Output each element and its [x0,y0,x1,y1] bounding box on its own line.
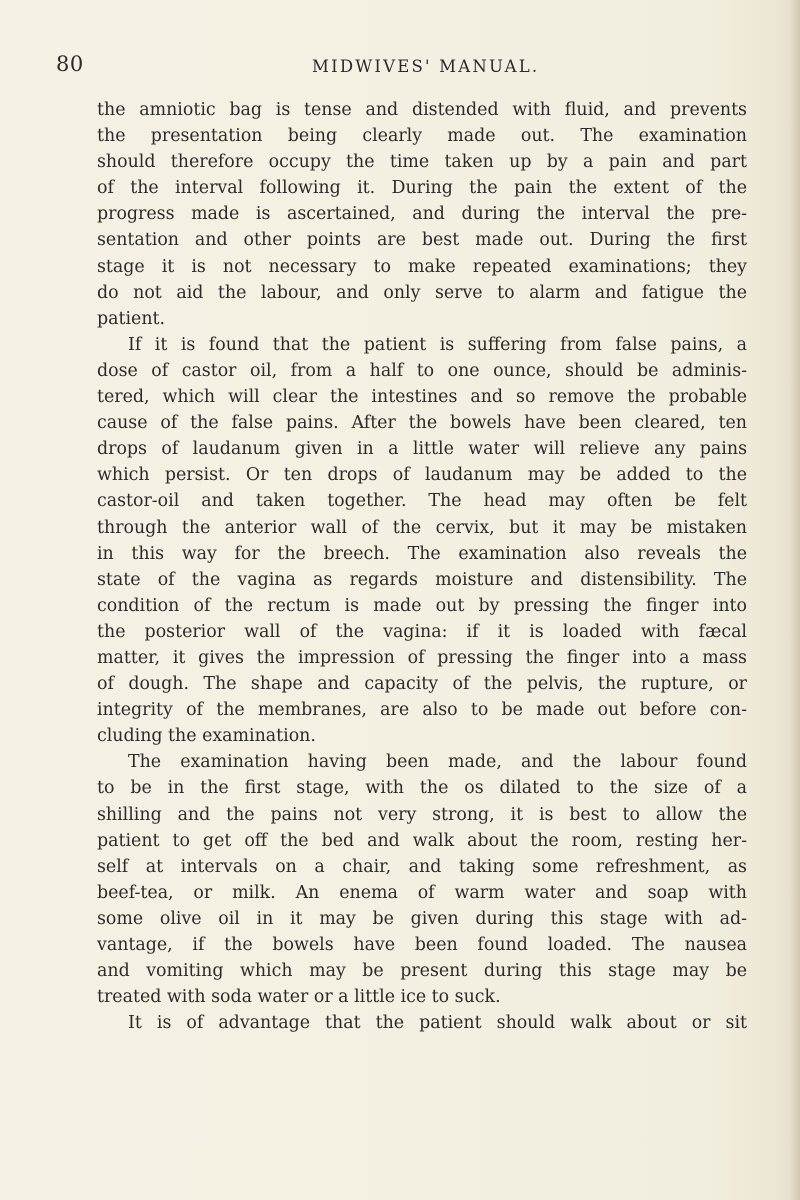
text-line: condition of the rectum is made out by pressing the finger into [97,595,747,616]
text-line: do not aid the labour, and only serve to alarm and fatigue the [97,282,747,303]
text-line: If it is found that the patient is suffering from false pains, a [128,334,747,355]
page-edge-shadow [790,0,800,1200]
text-line: vantage, if the bowels have been found loaded. The nausea [97,935,747,955]
text-line: patient. [97,308,166,329]
text-line: It is of advantage that the patient should walk about or sit [128,1013,747,1034]
text-line: some olive oil in it may be given during this stage with ad- [97,908,747,929]
text-line: cause of the false pains. After the bowels have been cleared, ten [97,413,747,434]
page-number: 80 [56,52,84,76]
text-line: shilling and the pains not very strong, it is best to allow the [97,804,747,825]
text-line: sentation and other points are best made out. During the first [97,230,747,251]
text-line: of the interval following it. During the pain the extent of the [97,178,747,199]
text-line: the amniotic bag is tense and distended with fluid, and prevents [97,100,747,120]
text-line: state of the vagina as regards moisture and distensibility. The [97,569,747,590]
text-line: should therefore occupy the time taken up by a pain and part [97,152,747,173]
text-line: The examination having been made, and the labour found [128,752,747,773]
text-line: self at intervals on a chair, and taking some refreshment, as [97,856,747,877]
text-line: drops of laudanum given in a little water will relieve any pains [97,439,747,460]
text-line: which persist. Or ten drops of laudanum may be added to the [97,465,747,486]
text-line: dose of castor oil, from a half to one ounce, should be adminis- [97,360,747,381]
text-line: matter, it gives the impression of pressing the finger into a mass [97,647,747,668]
text-line: to be in the first stage, with the os dilated to the size of a [97,778,747,799]
text-line: cluding the examination. [97,726,316,747]
text-line: integrity of the membranes, are also to be made out before con- [97,700,747,721]
text-line: in this way for the breech. The examination also reveals the [97,543,747,564]
text-line: through the anterior wall of the cervix, but it may be mistaken [97,517,747,538]
text-line: and vomiting which may be present during this stage may be [97,961,747,982]
text-line: beef-tea, or milk. An enema of warm water and soap with [97,882,747,903]
text-line: castor-oil and taken together. The head may often be felt [97,491,747,512]
text-line: of dough. The shape and capacity of the pelvis, the rupture, or [97,674,747,695]
text-line: tered, which will clear the intestines and so remove the probable [97,387,747,408]
running-head: MIDWIVES' MANUAL. [312,57,540,76]
text-line: the posterior wall of the vagina: if it is loaded with fæcal [97,621,747,642]
text-line: treated with soda water or a little ice to suck. [97,987,501,1008]
text-line: stage it is not necessary to make repeated examinations; they [97,256,747,277]
text-line: patient to get off the bed and walk about the room, resting her- [97,830,747,851]
text-line: the presentation being clearly made out. The examination [97,126,747,147]
body-text [97,97,747,1036]
page-header [0,52,800,82]
text-line: progress made is ascertained, and during the interval the pre- [97,204,747,225]
